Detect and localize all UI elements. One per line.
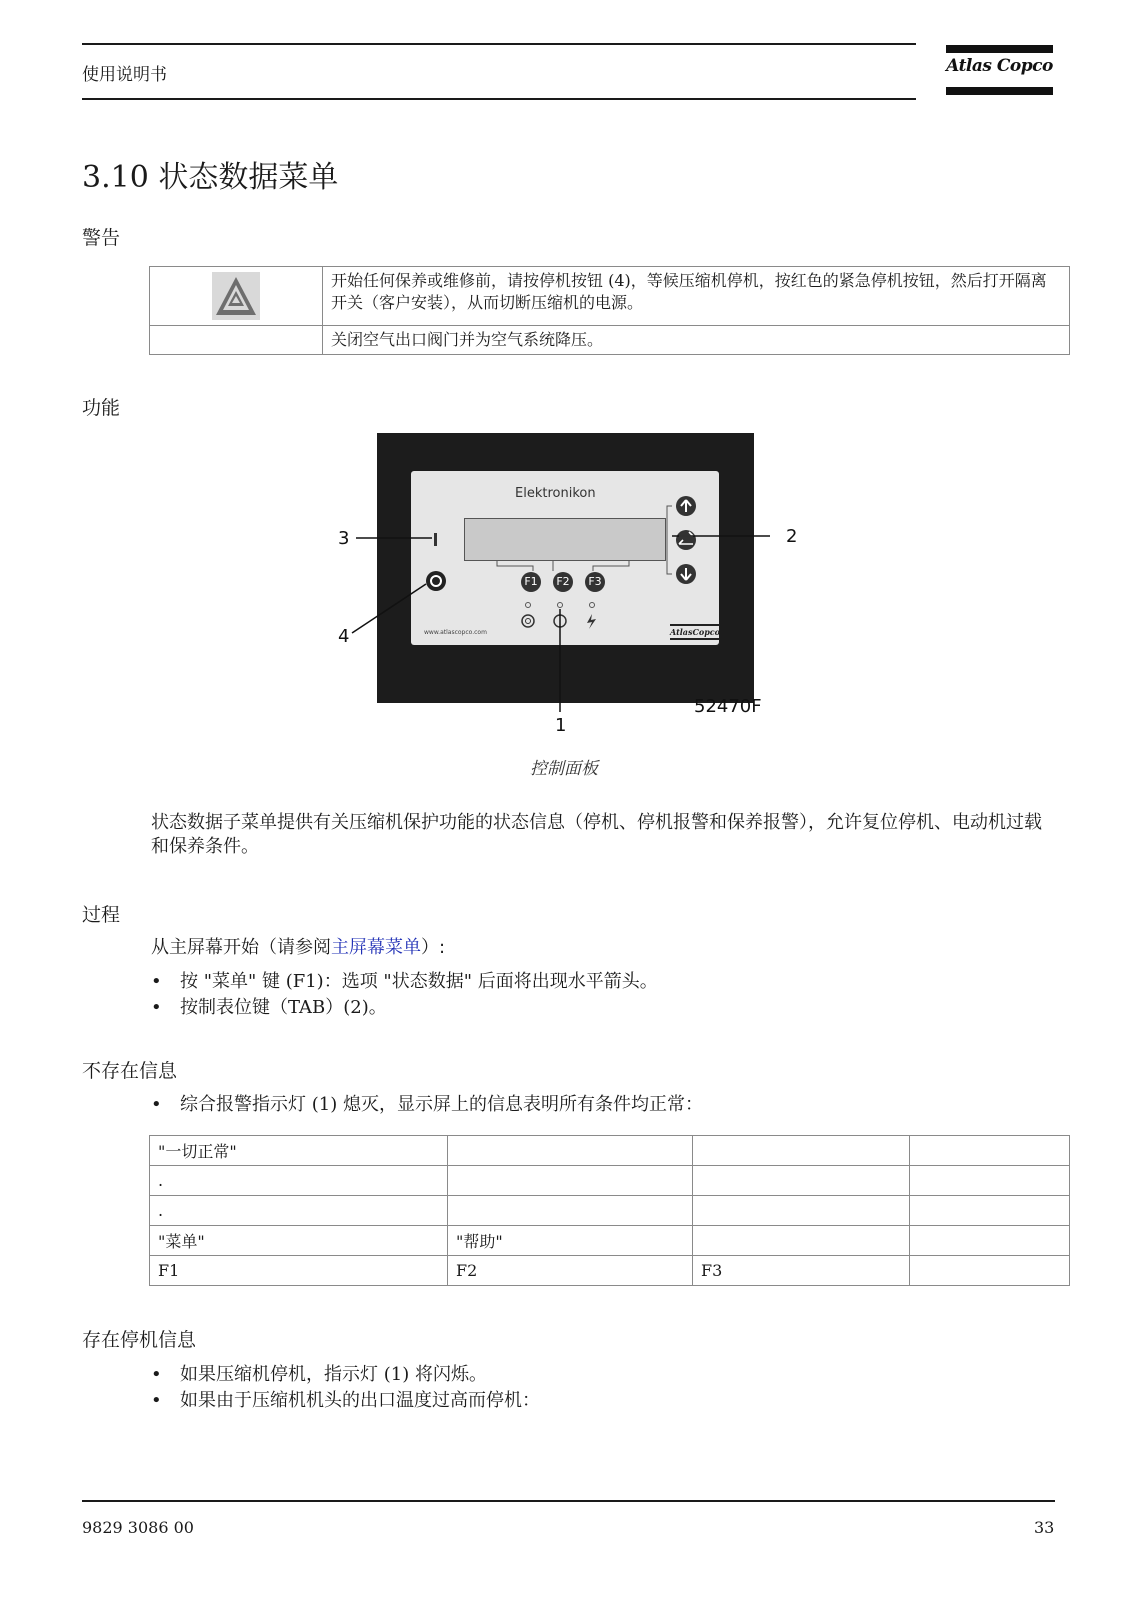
table-cell <box>910 1136 1070 1166</box>
callout-3: 3 <box>338 528 350 549</box>
table-cell <box>693 1136 910 1166</box>
table-cell <box>448 1136 693 1166</box>
table-cell: F1 <box>150 1256 448 1286</box>
procedure-step: 按 "菜单" 键 (F1)：选项 "状态数据" 后面将出现水平箭头。 <box>180 971 658 992</box>
tab-key-icon <box>666 496 667 497</box>
table-cell: F2 <box>448 1256 693 1286</box>
section-title: 3.10 状态数据菜单 <box>82 160 339 195</box>
callout-4: 4 <box>338 626 350 647</box>
table-row <box>150 1256 1070 1286</box>
warning-empty-cell <box>150 326 323 355</box>
doc-label: 使用说明书 <box>82 65 167 85</box>
warning-text: 关闭空气出口阀门并为空气系统降压。 <box>323 326 1070 355</box>
f1-key: F1 <box>521 572 541 592</box>
table-cell <box>693 1226 910 1256</box>
procedure-intro <box>151 936 445 960</box>
table-cell: . <box>150 1196 448 1226</box>
f2-key: F2 <box>553 572 573 592</box>
function-description: 状态数据子菜单提供有关压缩机保护功能的状态信息（停机、停机报警和保养报警），允许复位停机、电动机过载和保养条件。 <box>151 812 1042 857</box>
panel-brand-label: Elektronikon <box>515 486 596 501</box>
table-row <box>150 1226 1070 1256</box>
table-cell <box>910 1196 1070 1226</box>
no-message-bullet: 综合报警指示灯 (1) 熄灭，显示屏上的信息表明所有条件均正常： <box>180 1094 703 1115</box>
function-heading: 功能 <box>82 397 121 419</box>
page-number: 33 <box>1034 1518 1055 1537</box>
brand-logo-text: Atlas Copco <box>946 56 1053 76</box>
panel-logo: AtlasCopco <box>670 624 720 640</box>
figure-caption: 控制面板 <box>530 759 598 779</box>
procedure-step: 按制表位键（TAB）(2)。 <box>180 997 387 1018</box>
figure-code: 52470F <box>694 696 762 717</box>
callout-2: 2 <box>786 526 798 547</box>
shutdown-bullet: 如果由于压缩机机头的出口温度过高而停机： <box>180 1390 540 1411</box>
procedure-intro-prefix: 从主屏幕开始（请参阅 <box>151 937 331 958</box>
table-cell <box>448 1166 693 1196</box>
warning-row <box>150 326 1070 355</box>
warning-icon-cell <box>150 267 323 326</box>
table-cell <box>448 1196 693 1226</box>
table-cell: F3 <box>693 1256 910 1286</box>
doc-number: 9829 3086 00 <box>82 1518 194 1537</box>
table-cell: "帮助" <box>448 1226 693 1256</box>
warning-table <box>149 266 1070 355</box>
warning-text: 开始任何保养或维修前，请按停机按钮 (4)，等候压缩机停机，按红色的紧急停机按钮，然后打开隔离开关（客户安装），从而切断压缩机的电源。 <box>323 267 1070 326</box>
procedure-intro-suffix: ）: <box>421 937 446 958</box>
footer-rule <box>82 1500 1055 1502</box>
table-row <box>150 1166 1070 1196</box>
no-message-heading: 不存在信息 <box>82 1060 178 1082</box>
callout-1: 1 <box>555 715 567 736</box>
table-cell <box>693 1196 910 1226</box>
brand-logo <box>946 43 1053 99</box>
display-message-table <box>149 1135 1070 1286</box>
warning-heading: 警告 <box>82 227 121 249</box>
header-bottom-rule <box>82 98 916 100</box>
warning-triangle-icon <box>212 272 260 320</box>
table-cell: . <box>150 1166 448 1196</box>
table-cell: "一切正常" <box>150 1136 448 1166</box>
table-cell <box>693 1166 910 1196</box>
warning-row <box>150 267 1070 326</box>
table-row <box>150 1196 1070 1226</box>
table-cell <box>910 1256 1070 1286</box>
main-screen-menu-link[interactable]: 主屏幕菜单 <box>331 937 421 958</box>
table-cell: "菜单" <box>150 1226 448 1256</box>
shutdown-message-heading: 存在停机信息 <box>82 1329 197 1351</box>
shutdown-bullet: 如果压缩机停机，指示灯 (1) 将闪烁。 <box>180 1364 487 1385</box>
table-cell <box>910 1166 1070 1196</box>
panel-website: www.atlascopco.com <box>424 629 487 636</box>
header-top-rule <box>82 43 916 45</box>
table-row <box>150 1136 1070 1166</box>
table-cell <box>910 1226 1070 1256</box>
procedure-heading: 过程 <box>82 904 121 926</box>
f3-key: F3 <box>585 572 605 592</box>
